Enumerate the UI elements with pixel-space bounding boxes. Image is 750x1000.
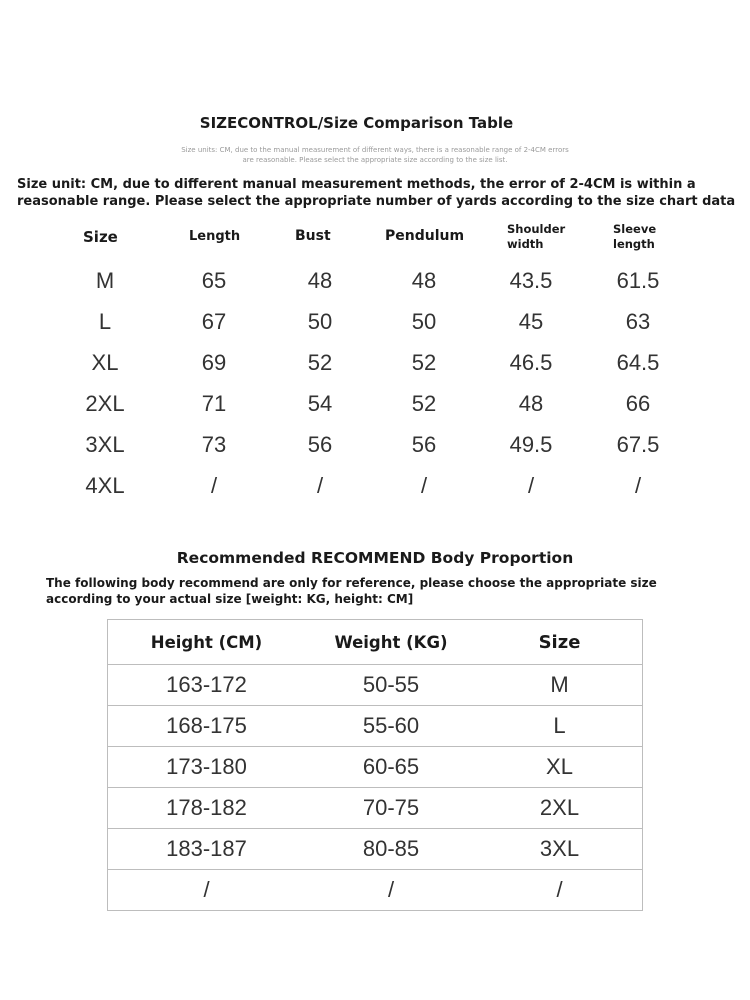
weight-cell: 70-75 bbox=[305, 788, 477, 829]
measurement-cell: 63 bbox=[625, 309, 651, 334]
size-chart-title: SIZECONTROL/Size Comparison Table bbox=[199, 114, 514, 132]
measurement-cell: 49.5 bbox=[509, 432, 553, 457]
header-size: Size bbox=[83, 228, 118, 246]
size-cell: / bbox=[477, 870, 643, 911]
weight-cell: 50-55 bbox=[305, 665, 477, 706]
header-height: Height (CM) bbox=[108, 620, 306, 665]
header-shoulder-line-2: width bbox=[507, 237, 544, 251]
recommend-row bbox=[108, 788, 643, 829]
size-label-cell: 4XL bbox=[85, 473, 125, 498]
measurement-cell: 52 bbox=[307, 350, 333, 375]
measurement-cell: 50 bbox=[411, 309, 437, 334]
measurement-cell: / bbox=[210, 473, 218, 498]
header-pendulum: Pendulum bbox=[385, 228, 465, 244]
measurement-cell: 52 bbox=[411, 350, 437, 375]
recommend-note: The following body recommend are only for reference, please choose the appropriate size according to your actual size [weight: KG, height: CM] bbox=[46, 576, 657, 606]
recommend-row bbox=[108, 829, 643, 870]
measurement-cell: 48 bbox=[411, 268, 437, 293]
measurement-cell: 61.5 bbox=[616, 268, 660, 293]
measurement-cell: 46.5 bbox=[509, 350, 553, 375]
measurement-cell: / bbox=[634, 473, 642, 498]
height-cell: 173-180 bbox=[108, 747, 306, 788]
height-cell: / bbox=[108, 870, 306, 911]
header-bust: Bust bbox=[295, 228, 331, 244]
size-cell: L bbox=[477, 706, 643, 747]
measurement-cell: 66 bbox=[625, 391, 651, 416]
measurement-cell: 71 bbox=[201, 391, 227, 416]
measurement-cell: 65 bbox=[201, 268, 227, 293]
size-cell: XL bbox=[477, 747, 643, 788]
size-cell: 2XL bbox=[477, 788, 643, 829]
size-label-cell: L bbox=[98, 309, 112, 334]
measurement-cell: 67.5 bbox=[616, 432, 660, 457]
header-sleeve-line-2: length bbox=[613, 237, 655, 251]
size-label-cell: 3XL bbox=[85, 432, 125, 457]
measurement-cell: 69 bbox=[201, 350, 227, 375]
measurement-cell: 48 bbox=[518, 391, 544, 416]
size-chart-faint-note bbox=[150, 145, 600, 165]
measurement-cell: 56 bbox=[411, 432, 437, 457]
measurement-cell: 43.5 bbox=[509, 268, 553, 293]
size-label-cell: 2XL bbox=[85, 391, 125, 416]
height-cell: 183-187 bbox=[108, 829, 306, 870]
header-sleeve-line-1: Sleeve bbox=[613, 222, 657, 236]
height-cell: 178-182 bbox=[108, 788, 306, 829]
header-shoulder-line-1: Shoulder bbox=[507, 222, 566, 236]
header-rec-size: Size bbox=[477, 620, 643, 665]
header-sleeve-length bbox=[613, 222, 656, 252]
faint-note-line-1: Size units: CM, due to the manual measurement of different ways, there is a reasonable range of 2-4CM errors bbox=[181, 146, 569, 154]
measurement-cell: 45 bbox=[518, 309, 544, 334]
measurement-cell: 56 bbox=[307, 432, 333, 457]
measurement-cell: 48 bbox=[307, 268, 333, 293]
recommend-table-body bbox=[108, 665, 643, 911]
measurement-cell: 50 bbox=[307, 309, 333, 334]
recommend-row bbox=[108, 706, 643, 747]
header-shoulder-width bbox=[507, 222, 565, 252]
recommend-row bbox=[108, 665, 643, 706]
height-cell: 168-175 bbox=[108, 706, 306, 747]
recommend-title: Recommended RECOMMEND Body Proportion bbox=[176, 549, 574, 567]
height-cell: 163-172 bbox=[108, 665, 306, 706]
measurement-cell: / bbox=[316, 473, 324, 498]
size-cell: M bbox=[477, 665, 643, 706]
header-length: Length bbox=[189, 229, 241, 244]
measurement-cell: / bbox=[420, 473, 428, 498]
size-chart-note: Size unit: CM, due to different manual measurement methods, the error of 2-4CM is within a reasonable range. Please select the appropriate number of yards according to the size chart data bbox=[17, 177, 736, 209]
weight-cell: 80-85 bbox=[305, 829, 477, 870]
measurement-cell: 64.5 bbox=[616, 350, 660, 375]
recommend-table bbox=[107, 619, 643, 911]
size-label-cell: XL bbox=[91, 350, 119, 375]
measurement-cell: 73 bbox=[201, 432, 227, 457]
recommend-row bbox=[108, 747, 643, 788]
recommend-row bbox=[108, 870, 643, 911]
size-label-cell: M bbox=[95, 268, 115, 293]
measurement-cell: 54 bbox=[307, 391, 333, 416]
weight-cell: 60-65 bbox=[305, 747, 477, 788]
measurement-cell: 67 bbox=[201, 309, 227, 334]
header-weight: Weight (KG) bbox=[305, 620, 477, 665]
weight-cell: 55-60 bbox=[305, 706, 477, 747]
faint-note-line-2: are reasonable. Please select the appropriate size according to the size list. bbox=[242, 156, 508, 164]
recommend-header-row bbox=[108, 620, 643, 665]
measurement-cell: / bbox=[527, 473, 535, 498]
size-cell: 3XL bbox=[477, 829, 643, 870]
weight-cell: / bbox=[305, 870, 477, 911]
measurement-cell: 52 bbox=[411, 391, 437, 416]
